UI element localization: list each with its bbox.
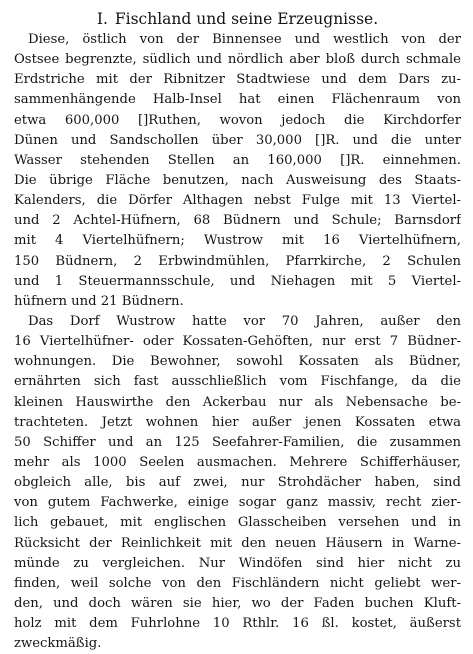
text-line: münde zu vergleichen. Nur Windöfen sind hier nicht zu — [14, 555, 461, 571]
text-line: etwa 600,000 []Ruthen, wovon jedoch die Kirchdorfer — [14, 112, 461, 128]
text-line: 150 Büdnern, 2 Erbwindmühlen, Pfarrkirche, 2 Schulen — [14, 253, 461, 269]
text-line: und 2 Achtel-Hüfnern, 68 Büdnern und Schule; Barnsdorf — [14, 213, 461, 229]
text-line: sammenhängende Halb-Insel hat einen Flächenraum von — [14, 92, 461, 108]
text-line: zweckmäßig. — [14, 636, 102, 652]
text-line: holz mit dem Fuhrlohne 10 Rthlr. 16 ßl. kostet, äußerst — [14, 616, 461, 632]
text-line: Die übrige Fläche benutzen, nach Ausweisung des Staats- — [14, 172, 461, 188]
text-line: Rücksicht der Reinlichkeit mit den neuen Häusern in Warne- — [14, 535, 461, 551]
document-body — [14, 30, 461, 654]
text-line: Diese, östlich von der Binnensee und westlich von der — [28, 32, 461, 47]
text-line: Kalenders, die Dörfer Althagen nebst Fulge mit 13 Viertel- — [14, 193, 461, 209]
text-line: Dünen und Sandschollen über 30,000 []R. und die unter — [14, 132, 461, 148]
text-line: Das Dorf Wustrow hatte vor 70 Jahren, außer den — [28, 313, 461, 329]
text-line: 50 Schiffer und an 125 Seefahrer-Familien, die zusammen — [14, 434, 461, 450]
text-line: trachteten. Jetzt wohnen hier außer jenen Kossaten etwa — [14, 414, 461, 430]
paragraph — [14, 312, 461, 654]
text-line: mit 4 Viertelhüfnern; Wustrow mit 16 Viertelhüfnern, — [14, 233, 461, 249]
paragraph — [14, 30, 461, 312]
section-heading — [14, 9, 461, 29]
text-line: Wasser stehenden Stellen an 160,000 []R. einnehmen. — [14, 152, 461, 168]
section-number: I. — [96, 10, 108, 28]
text-line: 16 Viertelhüfner- oder Kossaten-Gehöften, nur erst 7 Büdner- — [14, 334, 461, 350]
text-line: wohnungen. Die Bewohner, sowohl Kossaten als Büdner, — [14, 354, 461, 370]
text-line: obgleich alle, bis auf zwei, nur Strohdächer haben, sind — [14, 475, 461, 491]
text-line: und 1 Steuermannsschule, und Niehagen mit 5 Viertel- — [14, 273, 461, 289]
text-line: mehr als 1000 Seelen ausmachen. Mehrere Schifferhäuser, — [14, 454, 461, 470]
text-line: von gutem Fachwerke, einige sogar ganz massiv, recht zier- — [14, 495, 461, 511]
text-line: finden, weil solche von den Fischländern nicht geliebt wer- — [14, 575, 461, 591]
text-line: Ostsee begrenzte, südlich und nördlich aber bloß durch schmale — [14, 52, 461, 68]
text-line: lich gebauet, mit englischen Glasscheiben versehen und in — [14, 515, 461, 531]
section-title: Fischland und seine Erzeugnisse. — [114, 10, 379, 28]
text-line: kleinen Hauswirthe den Ackerbau nur als Nebensache be- — [14, 394, 461, 410]
text-line: den, und doch wären sie hier, wo der Faden buchen Kluft- — [14, 595, 461, 611]
text-line: Erdstriche mit der Ribnitzer Stadtwiese und dem Dars zu- — [14, 72, 461, 88]
text-line: ernährten sich fast ausschließlich vom Fischfange, da die — [14, 374, 461, 390]
text-line: hüfnern und 21 Büdnern. — [14, 293, 184, 309]
